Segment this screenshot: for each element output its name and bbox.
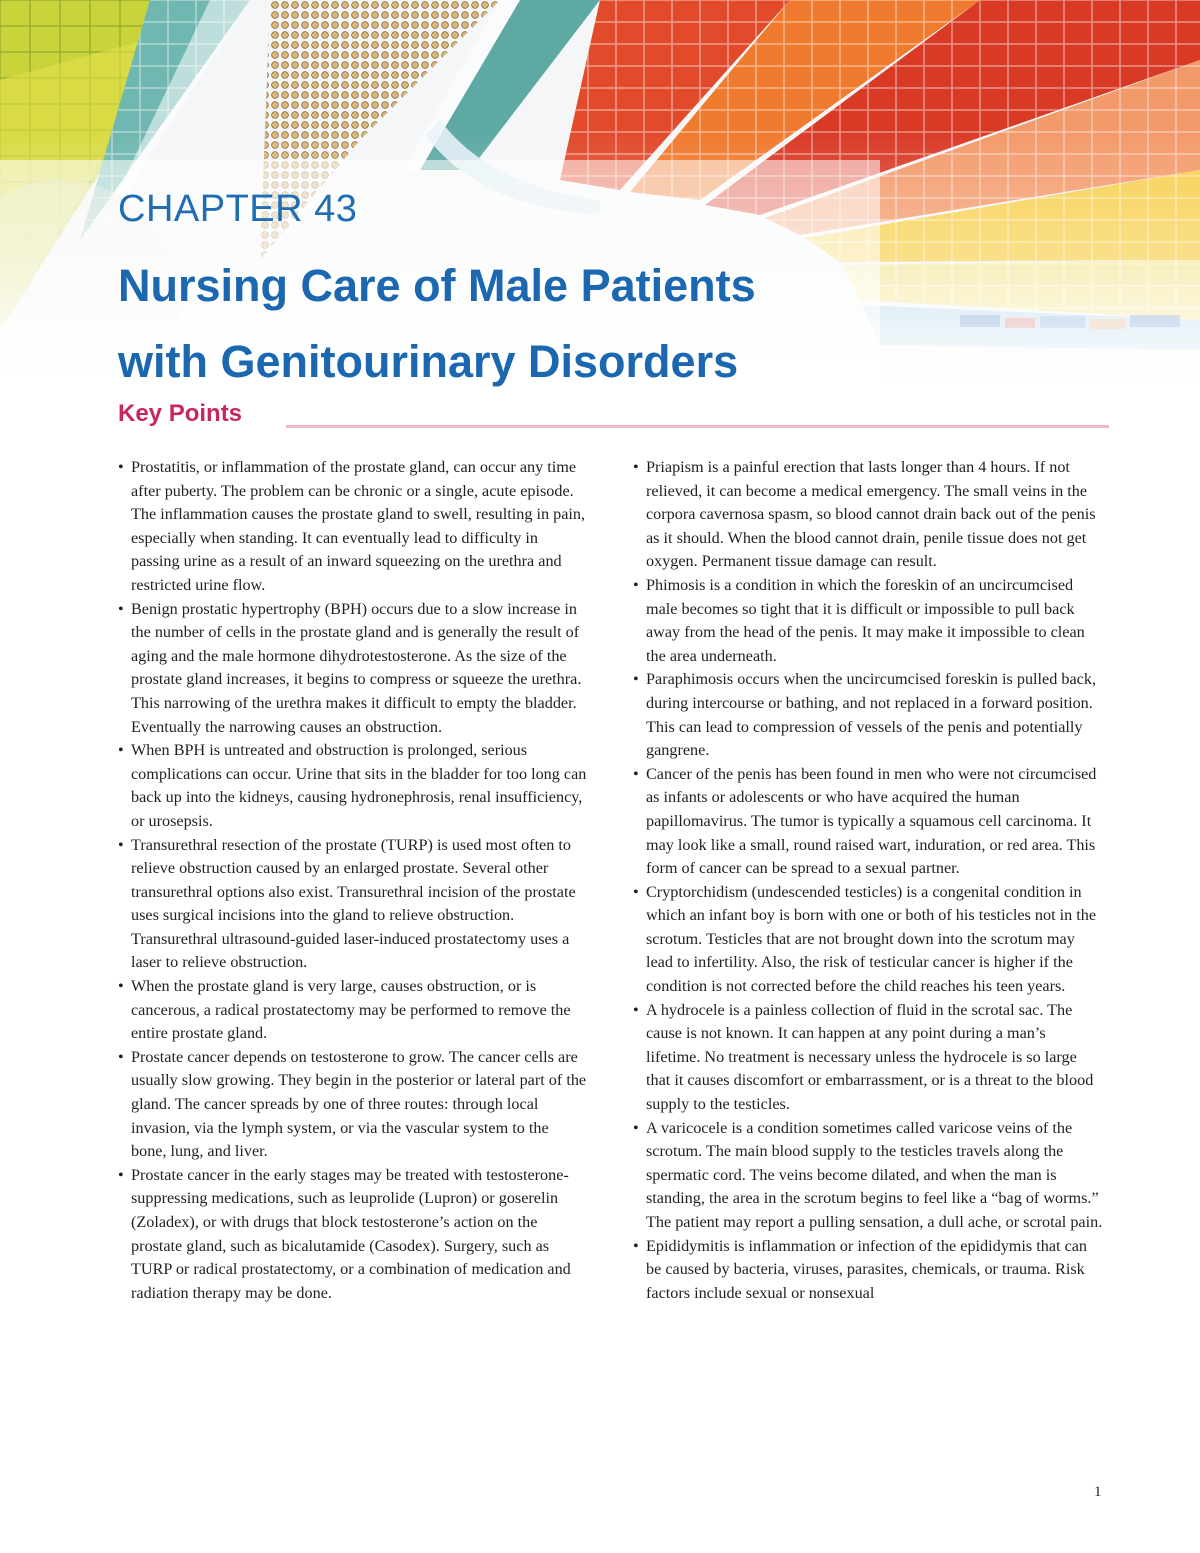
key-points-right-column — [633, 456, 1103, 1305]
chapter-title-line-2: with Genitourinary Disorders — [118, 336, 739, 387]
list-item: • When the prostate gland is very large, causes obstruction, or is cancerous, a radical prostatectomy may be performed to remove the entire prostate gland. — [118, 975, 588, 1046]
page-number: 1 — [1094, 1484, 1102, 1500]
key-points-left-column — [118, 456, 588, 1305]
list-item: • A varicocele is a condition sometimes called varicose veins of the scrotum. The main blood supply to the testicles travels along the spermatic cord. The veins become dilated, and when the man is standing, the area in the scrotum begins to feel like a “bag of worms.” The patient may report a pulling sensation, a dull ache, or scrotal pain. — [633, 1117, 1103, 1235]
list-item: • Paraphimosis occurs when the uncircumcised foreskin is pulled back, during intercourse or bathing, and not replaced in a forward position. This can lead to compression of vessels of the penis and potentially gangrene. — [633, 668, 1103, 762]
list-item: • Prostate cancer depends on testosterone to grow. The cancer cells are usually slow growing. They begin in the posterior or lateral part of the gland. The cancer spreads by one of three routes: through local invasion, via the lymph system, or via the vascular system to the bone, lung, and liver. — [118, 1046, 588, 1164]
section-divider — [286, 425, 1109, 428]
list-item: • Phimosis is a condition in which the foreskin of an uncircumcised male becomes so tight that it is difficult or impossible to pull back away from the head of the penis. It may make it impossible to clean the area underneath. — [633, 574, 1103, 668]
chapter-title — [118, 248, 756, 400]
list-item: • Benign prostatic hypertrophy (BPH) occurs due to a slow increase in the number of cells in the prostate gland and is generally the result of aging and the male hormone dihydrotestosterone. As the size of the prostate gland increases, it begins to compress or squeeze the urethra. This narrowing of the urethra makes it difficult to empty the bladder. Eventually the narrowing causes an obstruction. — [118, 598, 588, 740]
list-item: • Cryptorchidism (undescended testicles) is a congenital condition in which an infant boy is born with one or both of his testicles not in the scrotum. Testicles that are not brought down into the scrotum may lead to infertility. Also, the risk of testicular cancer is higher if the condition is not corrected before the child reaches his teen years. — [633, 881, 1103, 999]
list-item: • Prostate cancer in the early stages may be treated with testosterone-suppressing medications, such as leuprolide (Lupron) or goserelin (Zoladex), or with drugs that block testosterone’s action on the prostate gland, such as bicalutamide (Casodex). Surgery, such as TURP or radical prostatectomy, or a combination of medication and radiation therapy may be done. — [118, 1164, 588, 1306]
list-item: • When BPH is untreated and obstruction is prolonged, serious complications can occur. Urine that sits in the bladder for too long can back up into the kidneys, causing hydronephrosis, renal insufficiency, or urosepsis. — [118, 739, 588, 833]
list-item: • A hydrocele is a painless collection of fluid in the scrotal sac. The cause is not known. It can happen at any point during a man’s lifetime. No treatment is necessary unless the hydrocele is so large that it causes discomfort or embarrassment, or is a threat to the blood supply to the testicles. — [633, 999, 1103, 1117]
list-item: • Prostatitis, or inflammation of the prostate gland, can occur any time after puberty. The problem can be chronic or a single, acute episode. The inflammation causes the prostate gland to swell, resulting in pain, especially when standing. It can eventually lead to difficulty in passing urine as a result of an inward squeezing on the urethra and restricted urine flow. — [118, 456, 588, 598]
list-item: • Transurethral resection of the prostate (TURP) is used most often to relieve obstruction caused by an enlarged prostate. Several other transurethral options also exist. Transurethral incision of the prostate uses surgical incisions into the gland to relieve obstruction. Transurethral ultrasound-guided laser-induced prostatectomy uses a laser to relieve obstruction. — [118, 834, 588, 976]
list-item: • Cancer of the penis has been found in men who were not circumcised as infants or adolescents or who have acquired the human papillomavirus. The tumor is typically a squamous cell carcinoma. It may look like a small, round raised wart, induration, or red area. This form of cancer can be spread to a sexual partner. — [633, 763, 1103, 881]
list-item: • Priapism is a painful erection that lasts longer than 4 hours. If not relieved, it can become a medical emergency. The small veins in the corpora cavernosa spasm, so blood cannot drain back out of the penis as it should. When the blood cannot drain, penile tissue does not get oxygen. Permanent tissue damage can result. — [633, 456, 1103, 574]
key-points-heading: Key Points — [118, 400, 243, 427]
chapter-label: CHAPTER 43 — [118, 188, 358, 230]
list-item: • Epididymitis is inflammation or infection of the epididymis that can be caused by bacteria, viruses, parasites, chemicals, or trauma. Risk factors include sexual or nonsexual — [633, 1235, 1103, 1306]
chapter-title-line-1: Nursing Care of Male Patients — [118, 260, 756, 311]
